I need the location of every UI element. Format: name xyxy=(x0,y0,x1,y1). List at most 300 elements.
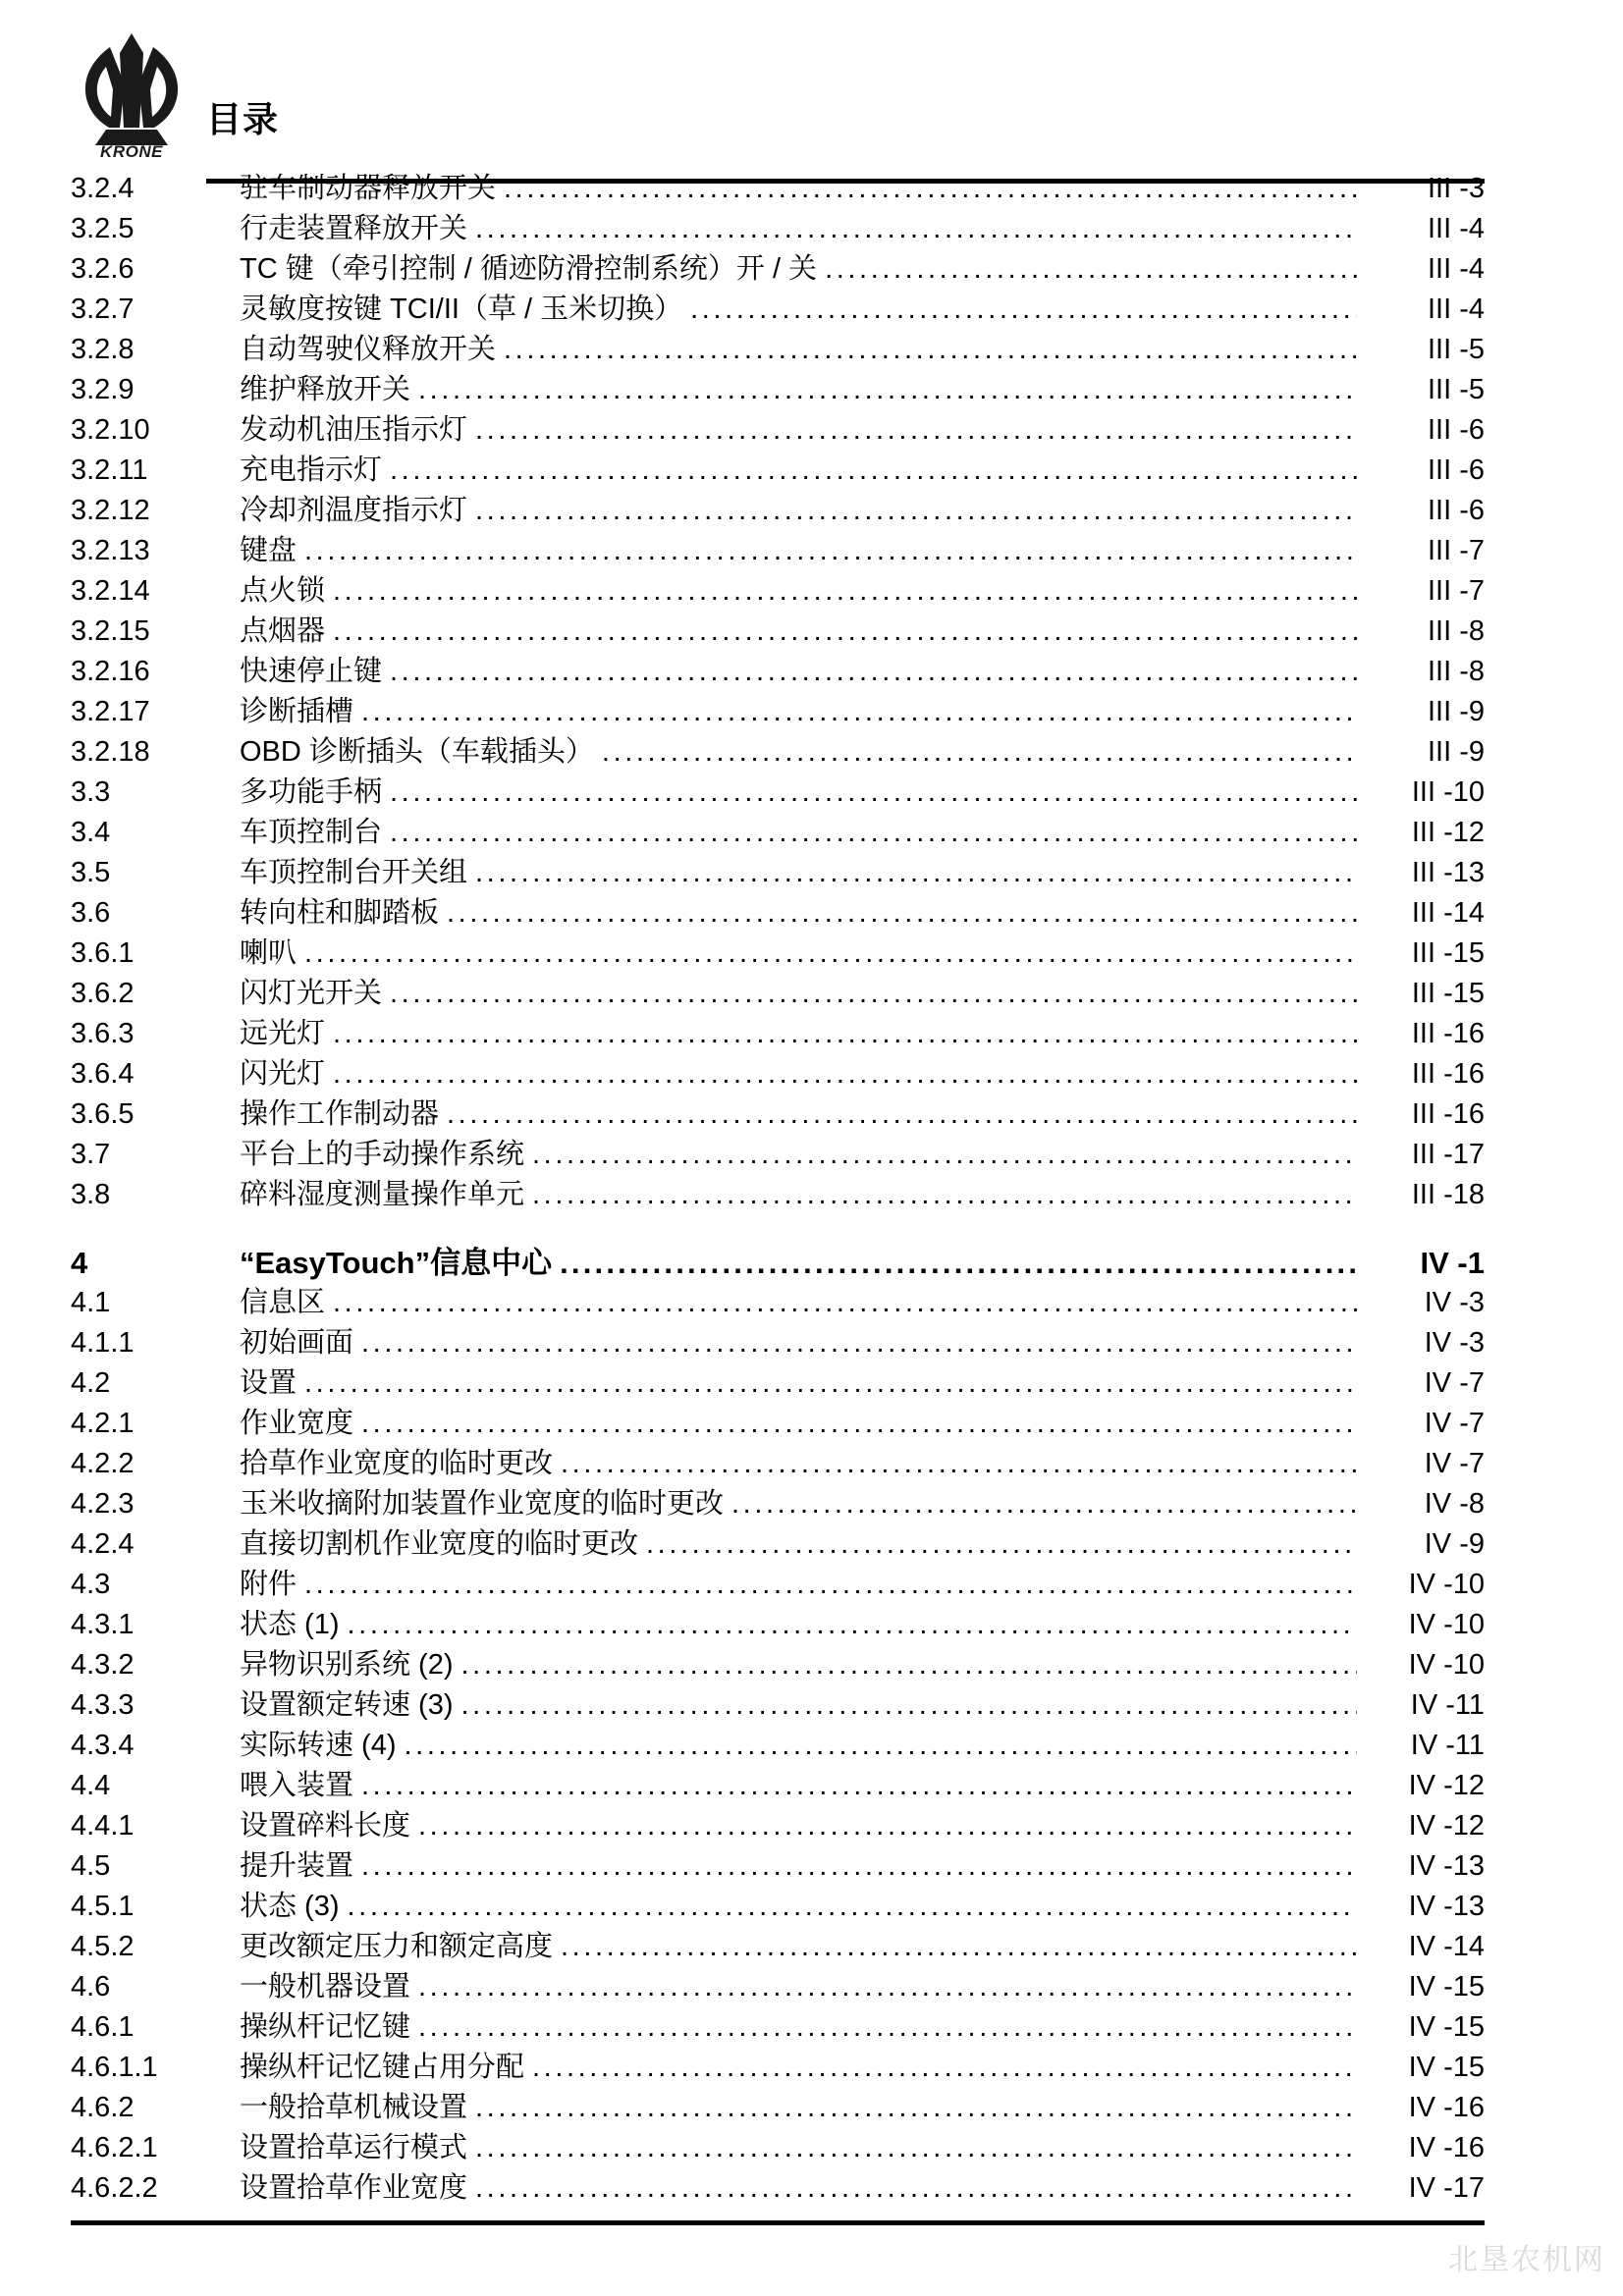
toc-entry-number: 4.4 xyxy=(71,1770,111,1801)
toc-entry-title-wrap xyxy=(240,652,1357,692)
toc-entry-title-wrap xyxy=(240,1444,1357,1484)
toc-entry-number: 3.2.16 xyxy=(71,656,150,687)
table-of-contents xyxy=(71,169,1485,2209)
toc-entry[interactable] xyxy=(71,2168,1485,2209)
toc-entry-title-wrap xyxy=(240,692,1357,732)
toc-entry[interactable] xyxy=(71,1484,1485,1524)
toc-entry-page-number: III -4 xyxy=(1427,294,1485,325)
krone-wordmark: KRONE xyxy=(100,142,163,157)
toc-entry-number: 4.3.1 xyxy=(71,1609,135,1640)
toc-leader-dots xyxy=(690,295,1357,324)
toc-entry-title: 车顶控制台开关组 xyxy=(240,857,468,888)
toc-entry[interactable] xyxy=(71,1726,1485,1766)
toc-entry-number: 3.6 xyxy=(71,897,111,929)
toc-leader-dots xyxy=(418,1812,1357,1841)
toc-entry[interactable] xyxy=(71,1135,1485,1175)
toc-entry[interactable] xyxy=(71,330,1485,370)
toc-entry-number: 3.2.4 xyxy=(71,173,135,204)
toc-entry[interactable] xyxy=(71,853,1485,893)
toc-entry-title: 自动驾驶仪释放开关 xyxy=(240,334,497,365)
toc-entry-page-number: IV -10 xyxy=(1408,1649,1485,1681)
toc-entry-title-wrap xyxy=(240,1565,1357,1605)
toc-entry-title: 喂入装置 xyxy=(240,1770,354,1801)
toc-entry[interactable] xyxy=(71,209,1485,249)
footer-divider xyxy=(71,2220,1485,2225)
toc-entry[interactable] xyxy=(71,290,1485,330)
toc-entry[interactable] xyxy=(71,1806,1485,1846)
toc-entry[interactable] xyxy=(71,1095,1485,1135)
toc-leader-dots xyxy=(447,899,1357,928)
toc-leader-dots xyxy=(348,1893,1357,1921)
toc-entry-title: 发动机油压指示灯 xyxy=(240,414,468,446)
toc-entry-number: 3.6.4 xyxy=(71,1058,135,1090)
toc-entry-title: 喇叭 xyxy=(240,937,298,969)
toc-entry-title: 快速停止键 xyxy=(240,656,383,687)
toc-entry-title: 碎料湿度测量操作单元 xyxy=(240,1179,525,1210)
toc-entry[interactable] xyxy=(71,934,1485,974)
toc-entry-title-wrap xyxy=(240,853,1357,893)
toc-entry-number: 3.2.7 xyxy=(71,294,135,325)
toc-entry-page-number: III -18 xyxy=(1411,1179,1485,1210)
toc-entry-page-number: IV -7 xyxy=(1424,1367,1485,1399)
toc-entry-number: 3.5 xyxy=(71,857,111,888)
toc-entry-title-wrap xyxy=(240,893,1357,934)
toc-entry[interactable] xyxy=(71,2088,1485,2128)
toc-entry-title: 更改额定压力和额定高度 xyxy=(240,1931,554,1962)
toc-leader-dots xyxy=(731,1490,1357,1519)
page-title: 目录 xyxy=(206,99,280,139)
toc-entry-title: 设置 xyxy=(240,1367,298,1399)
toc-entry-page-number: IV -3 xyxy=(1424,1327,1485,1359)
toc-leader-dots xyxy=(461,1651,1357,1680)
toc-entry-number: 3.7 xyxy=(71,1139,111,1170)
toc-entry-title: 转向柱和脚踏板 xyxy=(240,897,440,929)
toc-entry-number: 4.6.1 xyxy=(71,2011,135,2043)
toc-entry-number: 3.8 xyxy=(71,1179,111,1210)
toc-entry-title: 点火锁 xyxy=(240,575,326,607)
toc-entry[interactable] xyxy=(71,1645,1485,1685)
toc-entry-title: 信息区 xyxy=(240,1287,326,1318)
toc-entry-title: 状态 (3) xyxy=(240,1891,340,1922)
toc-entry-title: OBD 诊断插头（车载插头） xyxy=(240,736,594,768)
toc-leader-dots xyxy=(504,175,1357,203)
toc-entry-number: 3.6.3 xyxy=(71,1018,135,1049)
toc-entry-page-number: III -12 xyxy=(1411,817,1485,848)
toc-entry-title-wrap xyxy=(240,1967,1357,2007)
toc-entry-page-number: III -15 xyxy=(1411,937,1485,969)
toc-entry-page-number: III -6 xyxy=(1427,495,1485,526)
toc-entry[interactable] xyxy=(71,410,1485,451)
toc-entry-page-number: III -14 xyxy=(1411,897,1485,929)
toc-entry-number: 3.6.5 xyxy=(71,1098,135,1130)
toc-entry-title: 闪灯光开关 xyxy=(240,978,383,1009)
toc-leader-dots xyxy=(304,1369,1357,1398)
toc-entry-title-wrap xyxy=(240,1524,1357,1565)
toc-entry-number: 4.6.1.1 xyxy=(71,2052,158,2083)
toc-entry-page-number: IV -7 xyxy=(1424,1408,1485,1439)
toc-entry-title: 操纵杆记忆键 xyxy=(240,2011,411,2043)
toc-entry-title: 冷却剂温度指示灯 xyxy=(240,495,468,526)
toc-entry-title-wrap xyxy=(240,1766,1357,1806)
toc-entry-number: 3.2.17 xyxy=(71,696,150,727)
toc-entry[interactable] xyxy=(71,1927,1485,1967)
toc-entry[interactable] xyxy=(71,571,1485,612)
toc-leader-dots xyxy=(475,2174,1357,2203)
toc-entry-page-number: III -9 xyxy=(1427,696,1485,727)
toc-entry-title-wrap xyxy=(240,370,1357,410)
toc-entry-title: 设置碎料长度 xyxy=(240,1810,411,1842)
toc-entry-title-wrap xyxy=(240,531,1357,571)
toc-entry-number: 4.6 xyxy=(71,1971,111,2002)
toc-entry-title-wrap xyxy=(240,934,1357,974)
toc-entry-title-wrap xyxy=(240,1404,1357,1444)
toc-entry-number: 3.6.1 xyxy=(71,937,135,969)
toc-entry[interactable] xyxy=(71,732,1485,773)
toc-entry[interactable] xyxy=(71,773,1485,813)
toc-entry-number: 4 xyxy=(71,1246,88,1280)
toc-leader-dots xyxy=(475,416,1357,445)
toc-entry-title-wrap xyxy=(240,1605,1357,1645)
toc-entry-page-number: III -16 xyxy=(1411,1098,1485,1130)
toc-entry-page-number: III -4 xyxy=(1427,213,1485,244)
toc-entry-number: 4.2.2 xyxy=(71,1448,135,1479)
toc-entry-page-number: IV -10 xyxy=(1408,1609,1485,1640)
toc-entry-number: 3.2.6 xyxy=(71,253,135,285)
toc-entry-number: 4.1.1 xyxy=(71,1327,135,1359)
toc-entry-title: 键盘 xyxy=(240,535,298,566)
toc-leader-dots xyxy=(418,1973,1357,2002)
toc-leader-dots xyxy=(333,1020,1357,1048)
toc-entry-page-number: IV -17 xyxy=(1408,2172,1485,2204)
toc-entry-number: 3.4 xyxy=(71,817,111,848)
toc-entry[interactable] xyxy=(71,2128,1485,2168)
toc-entry-title: 拾草作业宽度的临时更改 xyxy=(240,1448,554,1479)
toc-entry-page-number: III -10 xyxy=(1411,776,1485,808)
toc-leader-dots xyxy=(602,738,1357,767)
toc-entry[interactable] xyxy=(71,1054,1485,1095)
toc-entry[interactable] xyxy=(71,531,1485,571)
toc-entry-title-wrap xyxy=(240,1846,1357,1887)
toc-leader-dots xyxy=(361,1410,1357,1438)
toc-entry-number: 4.3.2 xyxy=(71,1649,135,1681)
toc-entry-page-number: III -16 xyxy=(1411,1058,1485,1090)
toc-entry[interactable] xyxy=(71,1565,1485,1605)
toc-leader-dots xyxy=(390,980,1357,1008)
toc-entry-page-number: III -3 xyxy=(1427,173,1485,204)
toc-leader-dots xyxy=(825,255,1357,284)
toc-entry-page-number: IV -13 xyxy=(1408,1850,1485,1882)
toc-entry-title: 闪光灯 xyxy=(240,1058,326,1090)
toc-entry-page-number: III -5 xyxy=(1427,374,1485,405)
toc-leader-dots xyxy=(390,658,1357,686)
toc-entry[interactable] xyxy=(71,1323,1485,1363)
toc-entry-number: 4.6.2.1 xyxy=(71,2132,158,2163)
toc-entry-title: 平台上的手动操作系统 xyxy=(240,1139,525,1170)
page-header xyxy=(71,33,1485,157)
toc-entry-title: 行走装置释放开关 xyxy=(240,213,468,244)
toc-entry[interactable] xyxy=(71,1014,1485,1054)
toc-entry[interactable] xyxy=(71,1766,1485,1806)
toc-entry-page-number: III -6 xyxy=(1427,454,1485,486)
toc-entry-title: 灵敏度按键 TCI/II（草 / 玉米切换） xyxy=(240,294,683,325)
toc-entry-title-wrap xyxy=(240,330,1357,370)
toc-entry-title: 远光灯 xyxy=(240,1018,326,1049)
toc-entry-number: 4.3 xyxy=(71,1569,111,1600)
toc-entry-page-number: IV -1 xyxy=(1420,1246,1485,1280)
toc-entry[interactable] xyxy=(71,249,1485,290)
toc-entry-number: 4.3.4 xyxy=(71,1730,135,1761)
toc-entry-page-number: IV -12 xyxy=(1408,1810,1485,1842)
toc-entry-title: 设置额定转速 (3) xyxy=(240,1689,454,1721)
toc-entry[interactable] xyxy=(71,1967,1485,2007)
toc-leader-dots xyxy=(475,215,1357,243)
toc-leader-dots xyxy=(561,1450,1357,1478)
toc-entry-title: 设置拾草作业宽度 xyxy=(240,2172,468,2204)
toc-entry-title-wrap xyxy=(240,2168,1357,2209)
toc-entry-title-wrap xyxy=(240,1927,1357,1967)
toc-entry-number: 4.2.4 xyxy=(71,1528,135,1560)
toc-entry[interactable] xyxy=(71,1175,1485,1215)
toc-entry-number: 3.2.5 xyxy=(71,213,135,244)
toc-entry-page-number: III -15 xyxy=(1411,978,1485,1009)
toc-entry-title: 实际转速 (4) xyxy=(240,1730,397,1761)
toc-entry-page-number: III -4 xyxy=(1427,253,1485,285)
toc-entry-title-wrap xyxy=(240,1323,1357,1363)
toc-entry-title: TC 键（牵引控制 / 循迹防滑控制系统）开 / 关 xyxy=(240,253,818,285)
toc-entry-title-wrap xyxy=(240,571,1357,612)
toc-leader-dots xyxy=(560,1248,1357,1278)
toc-entry-title: “EasyTouch”信息中心 xyxy=(240,1246,553,1280)
toc-entry-title: 操作工作制动器 xyxy=(240,1098,440,1130)
toc-leader-dots xyxy=(333,1060,1357,1089)
toc-leader-dots xyxy=(361,1329,1357,1358)
toc-leader-dots xyxy=(532,2054,1357,2082)
toc-entry-number: 3.2.9 xyxy=(71,374,135,405)
toc-entry[interactable] xyxy=(71,169,1485,209)
toc-leader-dots xyxy=(447,1100,1357,1129)
toc-entry-title: 一般机器设置 xyxy=(240,1971,411,2002)
toc-entry-title-wrap xyxy=(240,1095,1357,1135)
toc-leader-dots xyxy=(348,1611,1357,1639)
toc-entry-title-wrap xyxy=(240,2007,1357,2048)
toc-entry-title-wrap xyxy=(240,290,1357,330)
toc-entry-title-wrap xyxy=(240,410,1357,451)
toc-entry-number: 3.2.14 xyxy=(71,575,150,607)
toc-leader-dots xyxy=(304,939,1357,968)
toc-entry-title-wrap xyxy=(240,1054,1357,1095)
toc-entry-title-wrap xyxy=(240,2048,1357,2088)
toc-entry[interactable] xyxy=(71,1846,1485,1887)
toc-entry-number: 4.2 xyxy=(71,1367,111,1399)
toc-leader-dots xyxy=(390,819,1357,847)
toc-entry-number: 3.2.8 xyxy=(71,334,135,365)
toc-entry-page-number: IV -16 xyxy=(1408,2092,1485,2123)
toc-entry-title: 车顶控制台 xyxy=(240,817,383,848)
toc-entry-title-wrap xyxy=(240,773,1357,813)
toc-entry-title-wrap xyxy=(240,1283,1357,1323)
toc-entry[interactable] xyxy=(71,451,1485,491)
toc-entry-title-wrap xyxy=(240,1806,1357,1846)
toc-entry-page-number: III -17 xyxy=(1411,1139,1485,1170)
toc-leader-dots xyxy=(475,859,1357,887)
toc-entry-title-wrap xyxy=(240,1685,1357,1726)
site-watermark: 北垦农机网 xyxy=(1448,2244,1605,2276)
toc-entry-title: 操纵杆记忆键占用分配 xyxy=(240,2052,525,2083)
toc-entry-page-number: IV -11 xyxy=(1410,1730,1485,1761)
toc-entry-title: 多功能手柄 xyxy=(240,776,383,808)
toc-entry-title-wrap xyxy=(240,612,1357,652)
toc-entry-title-wrap xyxy=(240,1726,1357,1766)
toc-entry-number: 4.1 xyxy=(71,1287,111,1318)
toc-entry-number: 4.3.3 xyxy=(71,1689,135,1721)
toc-leader-dots xyxy=(475,2094,1357,2122)
toc-entry-title: 提升装置 xyxy=(240,1850,354,1882)
toc-entry-page-number: III -9 xyxy=(1427,736,1485,768)
toc-entry[interactable] xyxy=(71,1444,1485,1484)
toc-leader-dots xyxy=(475,497,1357,525)
toc-entry-title-wrap xyxy=(240,169,1357,209)
toc-entry-title-wrap xyxy=(240,1484,1357,1524)
toc-entry-page-number: III -5 xyxy=(1427,334,1485,365)
krone-logo-icon xyxy=(71,33,192,157)
toc-entry-number: 4.2.3 xyxy=(71,1488,135,1520)
toc-entry-title-wrap xyxy=(240,813,1357,853)
toc-entry-page-number: III -16 xyxy=(1411,1018,1485,1049)
toc-entry-number: 4.2.1 xyxy=(71,1408,135,1439)
toc-leader-dots xyxy=(561,1933,1357,1961)
toc-entry-title-wrap xyxy=(240,1175,1357,1215)
toc-entry-page-number: IV -15 xyxy=(1408,2052,1485,2083)
toc-leader-dots xyxy=(646,1530,1357,1559)
toc-leader-dots xyxy=(405,1732,1357,1760)
toc-entry-title-wrap xyxy=(240,1014,1357,1054)
toc-leader-dots xyxy=(333,577,1357,606)
toc-leader-dots xyxy=(418,2013,1357,2042)
toc-entry[interactable] xyxy=(71,1887,1485,1927)
toc-entry[interactable] xyxy=(71,974,1485,1014)
toc-entry-title-wrap xyxy=(240,2088,1357,2128)
toc-entry-page-number: IV -16 xyxy=(1408,2132,1485,2163)
toc-entry-number: 4.5.2 xyxy=(71,1931,135,1962)
toc-leader-dots xyxy=(418,376,1357,404)
toc-entry-title-wrap xyxy=(240,974,1357,1014)
toc-entry-title: 作业宽度 xyxy=(240,1408,354,1439)
toc-entry-page-number: III -6 xyxy=(1427,414,1485,446)
toc-leader-dots xyxy=(475,2134,1357,2163)
toc-entry-page-number: IV -11 xyxy=(1410,1689,1485,1721)
toc-entry[interactable] xyxy=(71,813,1485,853)
toc-entry-title: 异物识别系统 (2) xyxy=(240,1649,454,1681)
toc-entry-page-number: IV -15 xyxy=(1408,1971,1485,2002)
toc-entry-number: 3.2.10 xyxy=(71,414,150,446)
toc-entry-number: 3.2.13 xyxy=(71,535,150,566)
toc-entry-title-wrap xyxy=(240,249,1357,290)
toc-entry-page-number: IV -3 xyxy=(1424,1287,1485,1318)
toc-leader-dots xyxy=(361,1852,1357,1881)
toc-entry[interactable] xyxy=(71,893,1485,934)
toc-leader-dots xyxy=(532,1181,1357,1209)
toc-entry[interactable] xyxy=(71,491,1485,531)
toc-entry-page-number: IV -10 xyxy=(1408,1569,1485,1600)
toc-leader-dots xyxy=(304,537,1357,565)
toc-entry[interactable] xyxy=(71,2007,1485,2048)
toc-entry[interactable] xyxy=(71,1243,1485,1283)
toc-entry-title: 点烟器 xyxy=(240,615,326,647)
toc-entry-number: 4.6.2.2 xyxy=(71,2172,158,2204)
toc-entry-title: 一般拾草机械设置 xyxy=(240,2092,468,2123)
toc-entry[interactable] xyxy=(71,612,1485,652)
toc-entry-number: 3.2.11 xyxy=(71,454,148,486)
toc-entry[interactable] xyxy=(71,692,1485,732)
toc-entry-title-wrap xyxy=(240,1135,1357,1175)
toc-entry[interactable] xyxy=(71,1404,1485,1444)
toc-entry[interactable] xyxy=(71,1605,1485,1645)
toc-entry-title: 设置拾草运行模式 xyxy=(240,2132,468,2163)
toc-entry-title-wrap xyxy=(240,451,1357,491)
toc-leader-dots xyxy=(333,1289,1357,1317)
toc-leader-dots xyxy=(461,1691,1357,1720)
toc-leader-dots xyxy=(504,336,1357,364)
toc-entry-page-number: III -8 xyxy=(1427,656,1485,687)
toc-entry-number: 4.4.1 xyxy=(71,1810,135,1842)
toc-entry-title-wrap xyxy=(240,1363,1357,1404)
toc-entry-title: 维护释放开关 xyxy=(240,374,411,405)
toc-entry-title: 附件 xyxy=(240,1569,298,1600)
toc-entry-page-number: IV -13 xyxy=(1408,1891,1485,1922)
toc-entry-title-wrap xyxy=(240,2128,1357,2168)
toc-entry-number: 3.2.18 xyxy=(71,736,150,768)
toc-entry-title: 驻车制动器释放开关 xyxy=(240,173,497,204)
toc-entry-title-wrap xyxy=(240,732,1357,773)
toc-entry-title-wrap xyxy=(240,209,1357,249)
toc-entry-number: 3.6.2 xyxy=(71,978,135,1009)
toc-leader-dots xyxy=(361,698,1357,726)
toc-entry-title-wrap xyxy=(240,1887,1357,1927)
toc-entry-title-wrap xyxy=(240,491,1357,531)
toc-entry-title: 直接切割机作业宽度的临时更改 xyxy=(240,1528,639,1560)
toc-entry-page-number: III -7 xyxy=(1427,575,1485,607)
toc-entry[interactable] xyxy=(71,370,1485,410)
toc-entry-page-number: IV -14 xyxy=(1408,1931,1485,1962)
toc-leader-dots xyxy=(390,456,1357,485)
toc-leader-dots xyxy=(390,778,1357,807)
toc-entry-title: 充电指示灯 xyxy=(240,454,383,486)
toc-entry-page-number: III -13 xyxy=(1411,857,1485,888)
toc-entry-page-number: IV -9 xyxy=(1424,1528,1485,1560)
toc-entry[interactable] xyxy=(71,1524,1485,1565)
toc-entry-page-number: IV -7 xyxy=(1424,1448,1485,1479)
toc-leader-dots xyxy=(532,1141,1357,1169)
toc-entry[interactable] xyxy=(71,1283,1485,1323)
toc-entry-number: 4.5.1 xyxy=(71,1891,135,1922)
toc-entry-number: 3.2.15 xyxy=(71,615,150,647)
toc-entry-page-number: IV -8 xyxy=(1424,1488,1485,1520)
toc-entry-title-wrap xyxy=(240,1645,1357,1685)
toc-entry[interactable] xyxy=(71,652,1485,692)
toc-leader-dots xyxy=(361,1772,1357,1800)
toc-entry-title: 初始画面 xyxy=(240,1327,354,1359)
toc-entry[interactable] xyxy=(71,1685,1485,1726)
toc-entry-number: 4.5 xyxy=(71,1850,111,1882)
toc-entry-number: 3.2.12 xyxy=(71,495,150,526)
toc-entry-title-wrap xyxy=(240,1243,1357,1283)
toc-entry-page-number: IV -12 xyxy=(1408,1770,1485,1801)
toc-entry-number: 3.3 xyxy=(71,776,111,808)
toc-entry-number: 4.6.2 xyxy=(71,2092,135,2123)
toc-entry[interactable] xyxy=(71,2048,1485,2088)
toc-entry-page-number: III -8 xyxy=(1427,615,1485,647)
toc-entry[interactable] xyxy=(71,1363,1485,1404)
